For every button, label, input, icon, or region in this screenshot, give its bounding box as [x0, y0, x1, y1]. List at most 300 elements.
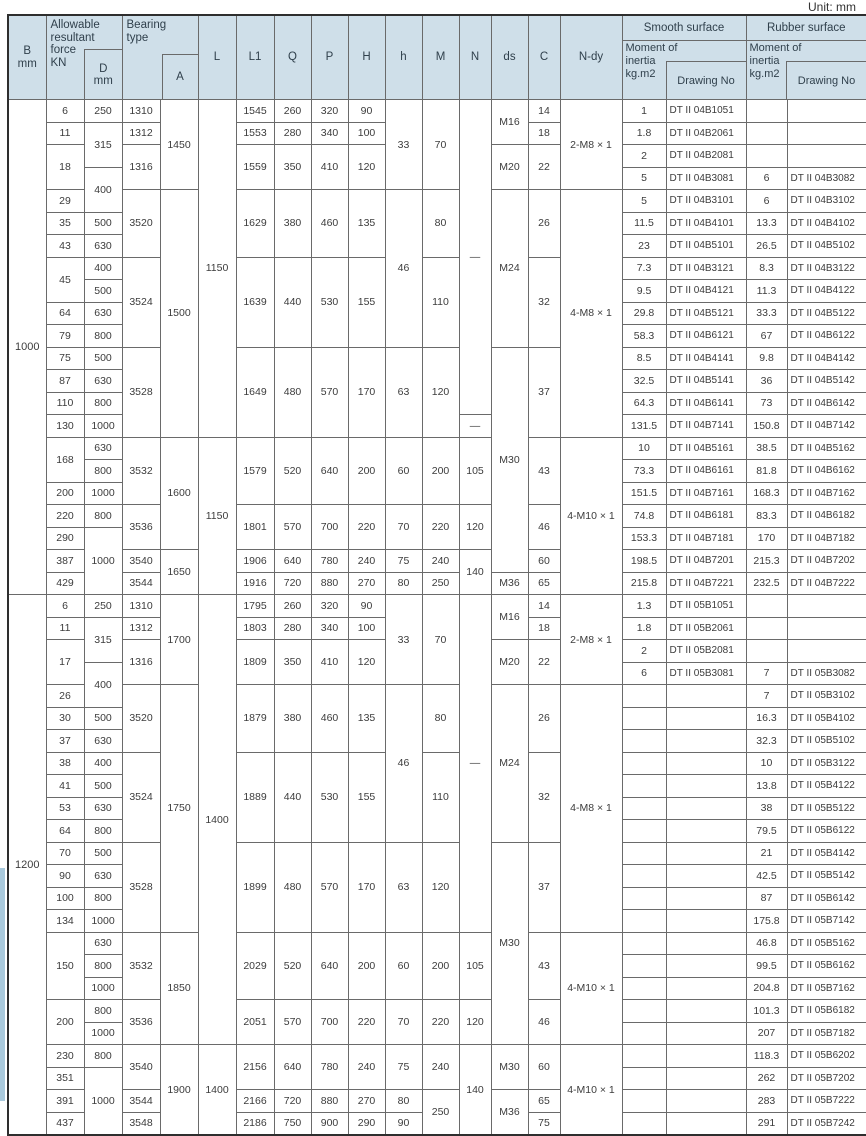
cell-sd: DT II 04B7201 — [666, 550, 746, 573]
cell-h: 80 — [385, 572, 422, 595]
cell-kn: 64 — [46, 820, 84, 843]
cell-type: 3532 — [122, 437, 160, 505]
cell-sm: 64.3 — [622, 392, 666, 415]
cell-kn: 100 — [46, 887, 84, 910]
header-rubber-surface — [746, 15, 866, 100]
cell-sm: 2 — [622, 145, 666, 168]
cell-type: 3544 — [122, 572, 160, 595]
cell-c: 18 — [528, 617, 560, 640]
cell-m: 110 — [422, 257, 459, 347]
cell-hcap: 155 — [348, 257, 385, 347]
cell-type: 3536 — [122, 1000, 160, 1045]
cell-rd: DT II 05B6202 — [787, 1045, 866, 1068]
cell-rm: 232.5 — [746, 572, 787, 595]
header-smooth-moment-label: Moment of inertia kg.m2 — [625, 42, 678, 80]
cell-sm: 9.5 — [622, 280, 666, 303]
cell-rd: DT II 05B7162 — [787, 977, 866, 1000]
cell-d: 400 — [84, 662, 122, 707]
cell-rm: 6 — [746, 167, 787, 190]
cell-m: 220 — [422, 1000, 459, 1045]
cell-rm: 215.3 — [746, 550, 787, 573]
cell-sd: DT II 04B3081 — [666, 167, 746, 190]
cell-ds: M16 — [491, 595, 528, 640]
cell-n: 120 — [459, 505, 491, 550]
cell-p: 570 — [311, 347, 348, 437]
cell-type: 3528 — [122, 347, 160, 437]
cell-p: 700 — [311, 505, 348, 550]
cell-hcap: 155 — [348, 752, 385, 842]
cell-ds: M36 — [491, 572, 528, 595]
cell-q: 640 — [274, 1045, 311, 1090]
cell-n: — — [459, 100, 491, 415]
cell-rm: 118.3 — [746, 1045, 787, 1068]
header-col-m: M — [422, 15, 459, 100]
table-row — [8, 505, 866, 528]
cell-ndy: 4-M10 × 1 — [560, 437, 622, 595]
cell-kn: 17 — [46, 640, 84, 685]
cell-h: 70 — [385, 1000, 422, 1045]
cell-rm: 150.8 — [746, 415, 787, 438]
cell-sd: DT II 04B6121 — [666, 325, 746, 348]
cell-h: 46 — [385, 685, 422, 843]
header-rubber-drawing-label: Drawing No — [786, 61, 866, 99]
cell-sd — [666, 955, 746, 978]
cell-sm: 74.8 — [622, 505, 666, 528]
cell-sm — [622, 932, 666, 955]
cell-sm: 153.3 — [622, 527, 666, 550]
cell-rm: 33.3 — [746, 302, 787, 325]
cell-c: 43 — [528, 437, 560, 505]
table-row — [8, 100, 866, 123]
cell-m: 240 — [422, 550, 459, 573]
cell-rm: 11.3 — [746, 280, 787, 303]
cell-type: 3532 — [122, 932, 160, 1000]
table-row — [8, 437, 866, 460]
cell-rm — [746, 145, 787, 168]
cell-h: 90 — [385, 1112, 422, 1135]
cell-sd — [666, 887, 746, 910]
cell-c: 37 — [528, 842, 560, 932]
cell-c: 43 — [528, 932, 560, 1000]
cell-c: 22 — [528, 640, 560, 685]
cell-d: 800 — [84, 392, 122, 415]
page-edge-artifact — [0, 868, 5, 1101]
cell-q: 480 — [274, 842, 311, 932]
header-smooth-label: Smooth surface — [623, 16, 746, 41]
cell-rm: 87 — [746, 887, 787, 910]
cell-rm: 73 — [746, 392, 787, 415]
header-a-sub: A — [162, 54, 198, 99]
cell-m: 200 — [422, 932, 459, 1000]
cell-rd: DT II 04B6142 — [787, 392, 866, 415]
cell-sm — [622, 775, 666, 798]
cell-kn: 75 — [46, 347, 84, 370]
cell-l1: 2051 — [236, 1000, 274, 1045]
cell-rm — [746, 640, 787, 663]
cell-p: 700 — [311, 1000, 348, 1045]
cell-ds: M20 — [491, 145, 528, 190]
header-smooth-surface — [622, 15, 746, 100]
cell-ds: M30 — [491, 347, 528, 572]
cell-rd — [787, 122, 866, 145]
cell-h: 63 — [385, 347, 422, 437]
cell-q: 750 — [274, 1112, 311, 1135]
cell-q: 260 — [274, 595, 311, 618]
cell-sd: DT II 04B5161 — [666, 437, 746, 460]
cell-ds: M30 — [491, 842, 528, 1045]
cell-rm: 38.5 — [746, 437, 787, 460]
cell-sd — [666, 752, 746, 775]
cell-sd: DT II 04B3101 — [666, 190, 746, 213]
cell-kn: 351 — [46, 1067, 84, 1090]
cell-l1: 1879 — [236, 685, 274, 753]
cell-n: — — [459, 595, 491, 933]
cell-l1: 1649 — [236, 347, 274, 437]
cell-q: 720 — [274, 572, 311, 595]
cell-a: 1850 — [160, 932, 198, 1045]
header-allowable-force — [46, 15, 122, 100]
cell-hcap: 170 — [348, 347, 385, 437]
cell-c: 65 — [528, 1090, 560, 1113]
cell-rd: DT II 05B7242 — [787, 1112, 866, 1135]
cell-d: 630 — [84, 437, 122, 460]
cell-d: 630 — [84, 932, 122, 955]
table-row — [8, 752, 866, 775]
cell-rm: 83.3 — [746, 505, 787, 528]
cell-c: 37 — [528, 347, 560, 437]
cell-sm — [622, 1000, 666, 1023]
cell-p: 880 — [311, 572, 348, 595]
cell-sd — [666, 1000, 746, 1023]
cell-d: 400 — [84, 167, 122, 212]
cell-rd: DT II 05B6182 — [787, 1000, 866, 1023]
cell-h: 60 — [385, 437, 422, 505]
cell-rm: 7 — [746, 685, 787, 708]
cell-c: 22 — [528, 145, 560, 190]
cell-p: 410 — [311, 640, 348, 685]
cell-hcap: 220 — [348, 1000, 385, 1045]
cell-h: 75 — [385, 550, 422, 573]
cell-sd — [666, 1045, 746, 1068]
cell-rd: DT II 05B7202 — [787, 1067, 866, 1090]
cell-l1: 1553 — [236, 122, 274, 145]
cell-l1: 1916 — [236, 572, 274, 595]
cell-hcap: 170 — [348, 842, 385, 932]
cell-type: 3536 — [122, 505, 160, 550]
cell-sm — [622, 977, 666, 1000]
cell-sm — [622, 865, 666, 888]
cell-d: 315 — [84, 617, 122, 662]
cell-c: 18 — [528, 122, 560, 145]
spec-table — [7, 14, 866, 1136]
cell-ndy: 4-M10 × 1 — [560, 932, 622, 1045]
cell-p: 320 — [311, 100, 348, 123]
cell-rm: 13.3 — [746, 212, 787, 235]
cell-rd: DT II 05B5142 — [787, 865, 866, 888]
cell-l: 1150 — [198, 100, 236, 438]
cell-ds: M30 — [491, 1045, 528, 1090]
cell-d: 1000 — [84, 910, 122, 933]
cell-sm: 198.5 — [622, 550, 666, 573]
cell-m: 80 — [422, 190, 459, 258]
cell-rm: 175.8 — [746, 910, 787, 933]
cell-p: 460 — [311, 685, 348, 753]
header-bearing-type — [122, 15, 198, 100]
cell-m: 250 — [422, 1090, 459, 1136]
cell-hcap: 220 — [348, 505, 385, 550]
cell-d: 400 — [84, 257, 122, 280]
header-allowable-label: Allowable resultant force KN — [50, 19, 100, 69]
header-smooth-drawing-label: Drawing No — [666, 61, 746, 99]
header-col-q: Q — [274, 15, 311, 100]
cell-n: — — [459, 415, 491, 438]
cell-sd: DT II 04B6181 — [666, 505, 746, 528]
cell-ds: M36 — [491, 1090, 528, 1136]
cell-kn: 6 — [46, 595, 84, 618]
cell-l1: 1559 — [236, 145, 274, 190]
cell-sd: DT II 04B3121 — [666, 257, 746, 280]
cell-rm: 42.5 — [746, 865, 787, 888]
cell-l1: 2029 — [236, 932, 274, 1000]
cell-l1: 1545 — [236, 100, 274, 123]
cell-d: 1000 — [84, 977, 122, 1000]
cell-d: 800 — [84, 460, 122, 483]
cell-rd: DT II 04B7182 — [787, 527, 866, 550]
cell-rd: DT II 04B6182 — [787, 505, 866, 528]
cell-d: 800 — [84, 1045, 122, 1068]
cell-type: 1312 — [122, 617, 160, 640]
cell-p: 640 — [311, 932, 348, 1000]
cell-sm — [622, 707, 666, 730]
cell-ndy: 4-M10 × 1 — [560, 1045, 622, 1136]
cell-c: 60 — [528, 1045, 560, 1090]
cell-sm: 23 — [622, 235, 666, 258]
cell-l1: 1629 — [236, 190, 274, 258]
cell-sd — [666, 775, 746, 798]
cell-sm: 6 — [622, 662, 666, 685]
cell-sd: DT II 05B2061 — [666, 617, 746, 640]
cell-n: 105 — [459, 437, 491, 505]
cell-hcap: 120 — [348, 640, 385, 685]
cell-d: 1000 — [84, 527, 122, 595]
table-row — [8, 1000, 866, 1023]
cell-d: 630 — [84, 235, 122, 258]
cell-d: 400 — [84, 752, 122, 775]
cell-d: 800 — [84, 1000, 122, 1023]
cell-a: 1600 — [160, 437, 198, 550]
cell-l1: 1889 — [236, 752, 274, 842]
cell-hcap: 135 — [348, 190, 385, 258]
cell-kn: 35 — [46, 212, 84, 235]
cell-d: 800 — [84, 820, 122, 843]
cell-d: 630 — [84, 302, 122, 325]
table-row — [8, 932, 866, 955]
cell-d: 1000 — [84, 415, 122, 438]
cell-d: 630 — [84, 865, 122, 888]
cell-hcap: 200 — [348, 932, 385, 1000]
cell-q: 260 — [274, 100, 311, 123]
cell-kn: 29 — [46, 190, 84, 213]
cell-c: 60 — [528, 550, 560, 573]
cell-m: 240 — [422, 1045, 459, 1090]
cell-rd: DT II 04B6162 — [787, 460, 866, 483]
cell-kn: 90 — [46, 865, 84, 888]
cell-d: 630 — [84, 370, 122, 393]
cell-sd — [666, 1067, 746, 1090]
cell-q: 640 — [274, 550, 311, 573]
cell-sm — [622, 887, 666, 910]
table-row — [8, 685, 866, 708]
cell-kn: 391 — [46, 1090, 84, 1113]
cell-kn: 26 — [46, 685, 84, 708]
cell-rm: 207 — [746, 1022, 787, 1045]
cell-hcap: 200 — [348, 437, 385, 505]
header-rubber-moment-label: Moment of inertia kg.m2 — [749, 42, 802, 80]
cell-c: 32 — [528, 257, 560, 347]
cell-rd — [787, 145, 866, 168]
cell-h: 75 — [385, 1045, 422, 1090]
cell-m: 200 — [422, 437, 459, 505]
cell-rm: 7 — [746, 662, 787, 685]
cell-rm — [746, 122, 787, 145]
cell-rd: DT II 05B7182 — [787, 1022, 866, 1045]
cell-sd — [666, 820, 746, 843]
cell-sd: DT II 04B7221 — [666, 572, 746, 595]
cell-m: 220 — [422, 505, 459, 550]
cell-h: 63 — [385, 842, 422, 932]
cell-kn: 110 — [46, 392, 84, 415]
cell-c: 32 — [528, 752, 560, 842]
table-row — [8, 550, 866, 573]
cell-rm: 32.3 — [746, 730, 787, 753]
cell-sd — [666, 932, 746, 955]
cell-kn: 168 — [46, 437, 84, 482]
cell-rd — [787, 595, 866, 618]
cell-l: 1400 — [198, 1045, 236, 1136]
cell-sm — [622, 752, 666, 775]
cell-kn: 70 — [46, 842, 84, 865]
cell-rd — [787, 100, 866, 123]
cell-p: 340 — [311, 122, 348, 145]
cell-kn: 134 — [46, 910, 84, 933]
cell-n: 140 — [459, 550, 491, 595]
cell-sm: 58.3 — [622, 325, 666, 348]
cell-sm: 5 — [622, 167, 666, 190]
cell-q: 720 — [274, 1090, 311, 1113]
cell-kn: 45 — [46, 257, 84, 302]
cell-c: 46 — [528, 1000, 560, 1045]
cell-kn: 150 — [46, 932, 84, 1000]
cell-sm: 10 — [622, 437, 666, 460]
cell-rd: DT II 05B3122 — [787, 752, 866, 775]
cell-sd — [666, 685, 746, 708]
cell-d: 630 — [84, 730, 122, 753]
cell-type: 1312 — [122, 122, 160, 145]
cell-ndy: 4-M8 × 1 — [560, 685, 622, 933]
cell-rd: DT II 04B5162 — [787, 437, 866, 460]
cell-rm: 67 — [746, 325, 787, 348]
cell-d: 250 — [84, 595, 122, 618]
cell-c: 65 — [528, 572, 560, 595]
cell-d: 500 — [84, 842, 122, 865]
cell-l: 1400 — [198, 595, 236, 1045]
cell-sm — [622, 910, 666, 933]
cell-rd: DT II 04B4122 — [787, 280, 866, 303]
cell-l1: 1579 — [236, 437, 274, 505]
cell-rm: 99.5 — [746, 955, 787, 978]
cell-hcap: 90 — [348, 595, 385, 618]
cell-type: 3544 — [122, 1090, 160, 1113]
cell-sm: 1.8 — [622, 617, 666, 640]
cell-sd: DT II 04B6141 — [666, 392, 746, 415]
cell-q: 350 — [274, 640, 311, 685]
cell-rm: 168.3 — [746, 482, 787, 505]
table-row — [8, 1045, 866, 1068]
header-col-l: L — [198, 15, 236, 100]
cell-ds: M16 — [491, 100, 528, 145]
cell-sd — [666, 707, 746, 730]
cell-c: 46 — [528, 505, 560, 550]
header-col-n-dy: N-dy — [560, 15, 622, 100]
cell-sm — [622, 1067, 666, 1090]
cell-d: 315 — [84, 122, 122, 167]
cell-m: 70 — [422, 595, 459, 685]
header-col-h-cap: H — [348, 15, 385, 100]
cell-d: 800 — [84, 955, 122, 978]
cell-sd — [666, 977, 746, 1000]
cell-kn: 11 — [46, 122, 84, 145]
cell-rd: DT II 05B5162 — [787, 932, 866, 955]
cell-rd: DT II 04B4142 — [787, 347, 866, 370]
cell-rm: 204.8 — [746, 977, 787, 1000]
header-col-h: h — [385, 15, 422, 100]
cell-a: 1750 — [160, 685, 198, 933]
cell-p: 900 — [311, 1112, 348, 1135]
cell-sm: 7.3 — [622, 257, 666, 280]
cell-hcap: 270 — [348, 572, 385, 595]
cell-d: 500 — [84, 280, 122, 303]
cell-rm: 6 — [746, 190, 787, 213]
cell-p: 410 — [311, 145, 348, 190]
cell-p: 340 — [311, 617, 348, 640]
cell-kn: 41 — [46, 775, 84, 798]
cell-n: 140 — [459, 1045, 491, 1136]
cell-a: 1650 — [160, 550, 198, 595]
header-d-sub: D mm — [84, 49, 122, 99]
cell-q: 440 — [274, 752, 311, 842]
cell-q: 380 — [274, 685, 311, 753]
cell-sd: DT II 04B7161 — [666, 482, 746, 505]
cell-h: 33 — [385, 100, 422, 190]
cell-rd: DT II 05B7222 — [787, 1090, 866, 1113]
cell-hcap: 100 — [348, 122, 385, 145]
cell-rm: 46.8 — [746, 932, 787, 955]
cell-hcap: 100 — [348, 617, 385, 640]
cell-sd — [666, 797, 746, 820]
cell-sm — [622, 1045, 666, 1068]
cell-rm: 79.5 — [746, 820, 787, 843]
cell-hcap: 240 — [348, 1045, 385, 1090]
cell-sd: DT II 04B4141 — [666, 347, 746, 370]
cell-rd: DT II 05B7142 — [787, 910, 866, 933]
cell-sm: 11.5 — [622, 212, 666, 235]
cell-kn: 53 — [46, 797, 84, 820]
cell-p: 320 — [311, 595, 348, 618]
cell-h: 33 — [385, 595, 422, 685]
cell-q: 440 — [274, 257, 311, 347]
cell-hcap: 135 — [348, 685, 385, 753]
cell-sd: DT II 04B4101 — [666, 212, 746, 235]
